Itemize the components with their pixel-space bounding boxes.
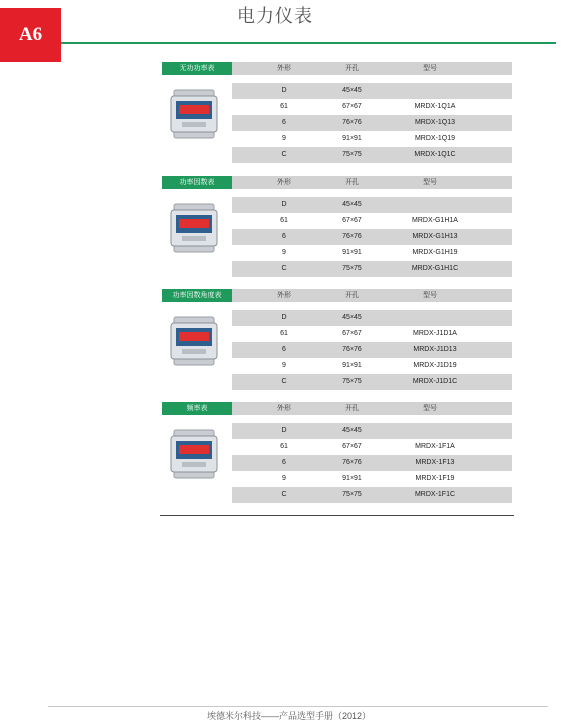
section-header (162, 62, 512, 75)
meter-image (168, 202, 220, 254)
section-header (162, 289, 512, 302)
table-row: 9 91×91 MRDX-J1D19 (282, 362, 457, 369)
meter-image (168, 428, 220, 480)
table-end-rule (160, 515, 514, 516)
spec-table (232, 423, 512, 503)
table-row: D 45×45 (232, 83, 512, 99)
col-header-shape: 外形 (277, 292, 291, 299)
table-row: 6 76×76 MRDX-1Q13 (232, 115, 512, 131)
col-header-cutout: 开孔 (345, 292, 359, 299)
section-label: 频率表 (162, 402, 232, 415)
col-header-model: 型号 (423, 65, 437, 72)
section-label: 功率因数角度表 (162, 289, 232, 302)
section-header (162, 176, 512, 189)
table-row: C 75×75 MRDX-G1H1C (232, 261, 512, 277)
table-row: 9 91×91 MRDX-1F19 (282, 475, 455, 482)
page-badge: A6 (0, 8, 61, 62)
spec-table (232, 197, 512, 277)
page-footer: 埃德米尔科技——产品选型手册（2012） (206, 711, 372, 721)
table-row: D 45×45 (232, 197, 512, 213)
table-row: 6 76×76 MRDX-J1D13 (232, 342, 512, 358)
table-row: 6 76×76 MRDX-G1H13 (232, 229, 512, 245)
table-row: D 45×45 (232, 310, 512, 326)
table-row: 9 91×91 MRDX-1Q19 (282, 135, 456, 142)
table-row: 61 67×67 MRDX-1F1A (280, 443, 455, 450)
table-row: C 75×75 MRDX-J1D1C (232, 374, 512, 390)
col-header-shape: 外形 (277, 65, 291, 72)
col-header-cutout: 开孔 (345, 65, 359, 72)
section-label: 无功功率表 (162, 62, 232, 75)
table-row: C 75×75 MRDX-1Q1C (232, 147, 512, 163)
spec-table (232, 310, 512, 390)
col-header-model: 型号 (423, 292, 437, 299)
spec-table (232, 83, 512, 163)
table-row: 61 67×67 MRDX-J1D1A (280, 330, 457, 337)
col-header-model: 型号 (423, 179, 437, 186)
col-header-shape: 外形 (277, 179, 291, 186)
meter-image (168, 315, 220, 367)
table-row: D 45×45 (232, 423, 512, 439)
table-row: 6 76×76 MRDX-1F13 (232, 455, 512, 471)
header-rule (61, 42, 556, 44)
table-row: 61 67×67 MRDX-1Q1A (280, 103, 456, 110)
section-header (162, 402, 512, 415)
section-label: 功率因数表 (162, 176, 232, 189)
col-header-model: 型号 (423, 405, 437, 412)
table-row: 61 67×67 MRDX-G1H1A (280, 217, 458, 224)
footer-rule (48, 706, 548, 707)
col-header-cutout: 开孔 (345, 405, 359, 412)
meter-image (168, 88, 220, 140)
table-row: C 75×75 MRDX-1F1C (232, 487, 512, 503)
table-row: 9 91×91 MRDX-G1H19 (282, 249, 458, 256)
col-header-shape: 外形 (277, 405, 291, 412)
col-header-cutout: 开孔 (345, 179, 359, 186)
page-title: 电力仪表 (237, 6, 313, 26)
